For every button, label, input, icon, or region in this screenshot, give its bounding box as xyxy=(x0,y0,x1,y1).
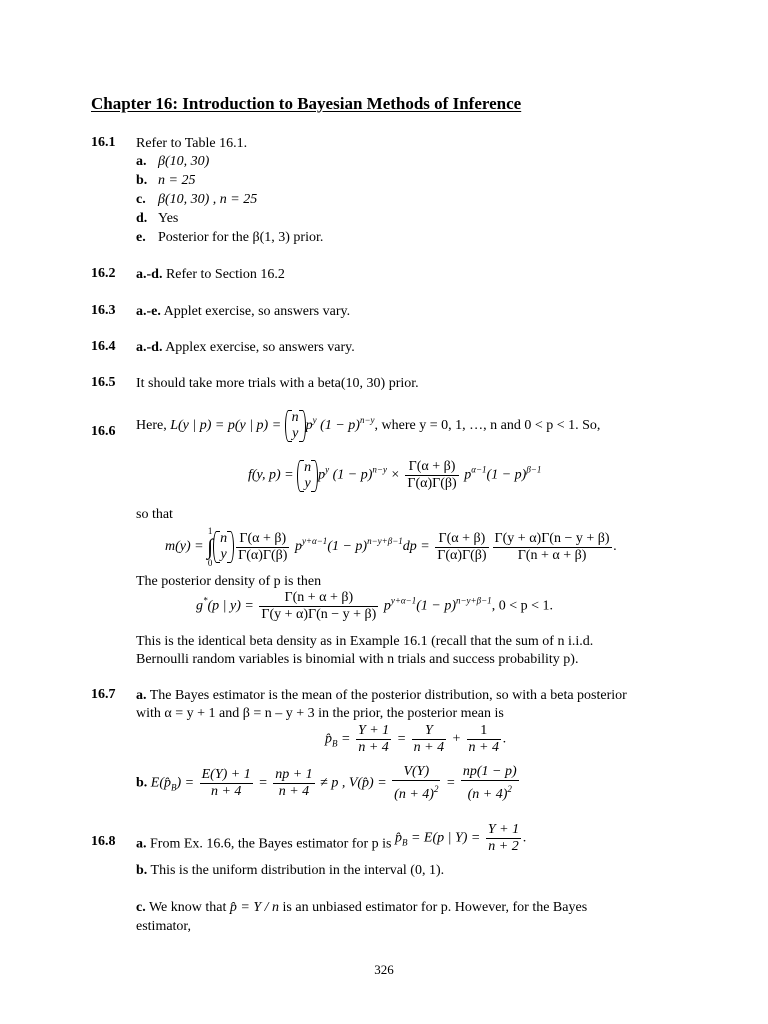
item-label: a. xyxy=(136,154,147,169)
posterior-mean-equation: $p̂_B$ = $\frac{Y + 1}{n + 4}$ = $\frac{Y}{n + 4}$ + $\frac{1}{n + 4}$ . xyxy=(325,723,507,755)
part-text: This is the uniform distribution in the interval (0, 1). xyxy=(150,863,445,878)
problem-number-16-5: 16.5 xyxy=(91,375,116,390)
note-line-1: This is the identical beta density as in Example 16.1 (recall that the sum of n i.i.d. xyxy=(136,634,594,649)
part-text: Applex exercise, so answers vary. xyxy=(165,340,355,355)
item-text: β(10, 30) , n = 25 xyxy=(158,192,258,207)
gamma-ratio-fraction: $\frac{\Gamma(y + \alpha)\Gamma(n - y + \beta)}{\Gamma(n + \alpha + \beta)}$ xyxy=(494,530,610,563)
problem-16-8-b xyxy=(136,862,444,880)
problem-number-16-3: 16.3 xyxy=(91,303,116,318)
binomial-coefficient: n y xyxy=(285,410,306,442)
problem-16-1-intro: Refer to Table 16.1. xyxy=(136,136,248,151)
part-label: a.-d. xyxy=(136,340,163,355)
item-text: Yes xyxy=(158,211,179,226)
item-label: d. xyxy=(136,211,148,226)
here-label: Here, xyxy=(136,418,167,434)
problem-number-16-2: 16.2 xyxy=(91,266,116,281)
problem-number-16-8: 16.8 xyxy=(91,834,116,849)
note-line-2: Bernoulli random variables is binomial with n trials and success probability p). xyxy=(136,652,579,667)
part-label: a. xyxy=(136,688,147,703)
part-label: a. xyxy=(136,836,147,852)
posterior-range: , 0 < p < 1. xyxy=(491,598,553,614)
problem-16-7-a-line-1 xyxy=(136,687,627,705)
gamma-fraction: $\frac{\Gamma(\alpha + \beta)}{\Gamma(\alpha)\Gamma(\beta)}$ xyxy=(238,530,288,563)
problem-number-16-4: 16.4 xyxy=(91,339,116,354)
problem-16-1-item-d xyxy=(136,210,178,228)
marginal-equation: m(y) = 1 ∫ 0 n y $\frac{\Gamma(\alpha + \beta)}{\Gamma(\alpha)\Gamma(\beta)}$ $p^{y+\alpha-1}(1 - p)^{n-y+\beta-1}dp$ = $\frac{\Gamma(\alpha + \beta)}{\Gamma(\alpha)\Gamma(\beta)}$ $\frac{\Gamma(y + \alpha)\Gamma(n - y + \beta)}{\Gamma(n + \alpha + \beta)}$ . xyxy=(165,526,618,568)
problem-16-1-item-a xyxy=(136,153,209,171)
posterior-gamma-fraction: $\frac{\Gamma(n + \alpha + \beta)}{\Gamma(y + \alpha)\Gamma(n - y + \beta)}$ xyxy=(261,590,377,622)
part-text: is an unbiased estimator for p. However, for the Bayes xyxy=(282,900,588,915)
problem-16-5-text: It should take more trials with a beta(10, 30) prior. xyxy=(136,376,419,391)
item-label: c. xyxy=(136,192,146,207)
page-number: 326 xyxy=(374,962,394,977)
so-that-text: so that xyxy=(136,507,173,522)
problem-number-16-6: 16.6 xyxy=(91,424,116,439)
problem-16-4-text xyxy=(136,339,355,357)
item-text: n = 25 xyxy=(158,173,196,188)
problem-number-16-7: 16.7 xyxy=(91,687,116,702)
part-text: The Bayes estimator is the mean of the posterior distribution, so with a beta posterior xyxy=(149,688,627,703)
part-label: b. xyxy=(136,863,148,878)
gamma-fraction: $\frac{\Gamma(\alpha + \beta)}{\Gamma(\alpha)\Gamma(\beta)}$ xyxy=(437,530,487,563)
gamma-fraction: $\frac{\Gamma(\alpha + \beta)}{\Gamma(\alpha)\Gamma(\beta)}$ xyxy=(407,459,457,491)
problem-16-8-c-line-2: estimator, xyxy=(136,919,192,934)
problem-16-1-item-c xyxy=(136,191,257,209)
bayes-estimator-equation: $p̂_B = E(p$ | Y) = $\frac{Y + 1}{n + 2}$ . xyxy=(394,822,527,854)
item-label: b. xyxy=(136,173,148,188)
part-text: From Ex. 16.6, the Bayes estimator for p is xyxy=(150,836,392,852)
likelihood-tail: , where y = 0, 1, …, n and 0 < p < 1. So, xyxy=(374,418,601,434)
part-label: c. xyxy=(136,900,146,915)
item-text: Posterior for the β(1, 3) prior. xyxy=(158,230,324,245)
problem-16-3-text xyxy=(136,303,350,321)
binomial-coefficient: n y xyxy=(297,460,318,492)
problem-16-1-item-e xyxy=(136,229,323,247)
likelihood-equation: Here, L(y | p) = p(y | p) = n y $p^y$ $(1 - p)^{n-y}$, where y = 0, 1, …, n and 0 < p < 1. So, xyxy=(136,410,601,441)
part-label: a.-e. xyxy=(136,304,161,319)
binomial-coefficient: n y xyxy=(213,531,234,563)
posterior-intro-text: The posterior density of p is then xyxy=(136,574,322,589)
problem-16-7-a-line-2: with α = y + 1 and β = n – y + 3 in the prior, the posterior mean is xyxy=(136,706,504,721)
problem-16-2-text xyxy=(136,266,285,284)
expectation-variance-equation: b. $E(p̂_B)$ = $\frac{E(Y) + 1}{n + 4}$ = $\frac{np + 1}{n + 4}$ ≠ p , V(p̂) = $\frac{V(Y)}{(n + 4)^2}$ = $\frac{np(1 - p)}{(n + 4)^2}$ xyxy=(136,764,517,802)
problem-number-16-1: 16.1 xyxy=(91,135,116,150)
item-text: β(10, 30) xyxy=(158,154,210,169)
chapter-title: Chapter 16: Introduction to Bayesian Methods of Inference xyxy=(91,94,522,113)
problem-16-8-c-line-1: c. We know that p̂ = Y / n is an unbiased estimator for p. However, for the Bayes xyxy=(136,900,588,915)
joint-density-equation: f(y, p) = n y $p^y$ $(1 - p)^{n-y}$ × $\frac{\Gamma(\alpha + \beta)}{\Gamma(\alpha)\Gamma(\beta)}$ $p^{\alpha-1}(1 - p)^{\beta-1}$ xyxy=(248,459,542,491)
posterior-equation: g*(p | y) = $\frac{\Gamma(n + \alpha + \beta)}{\Gamma(y + \alpha)\Gamma(n - y + \beta)}$ $p^{y+\alpha-1}(1 - p)^{n-y+\beta-1}$, 0 < p < 1. xyxy=(196,590,553,622)
part-text: Applet exercise, so answers vary. xyxy=(163,304,351,319)
part-label: b. xyxy=(136,775,148,791)
problem-16-8-a xyxy=(136,822,527,855)
problem-16-1-item-b xyxy=(136,172,195,190)
part-label: a.-d. xyxy=(136,267,163,282)
part-text: Refer to Section 16.2 xyxy=(165,267,285,282)
item-label: e. xyxy=(136,230,146,245)
part-text: We know that xyxy=(148,900,227,915)
